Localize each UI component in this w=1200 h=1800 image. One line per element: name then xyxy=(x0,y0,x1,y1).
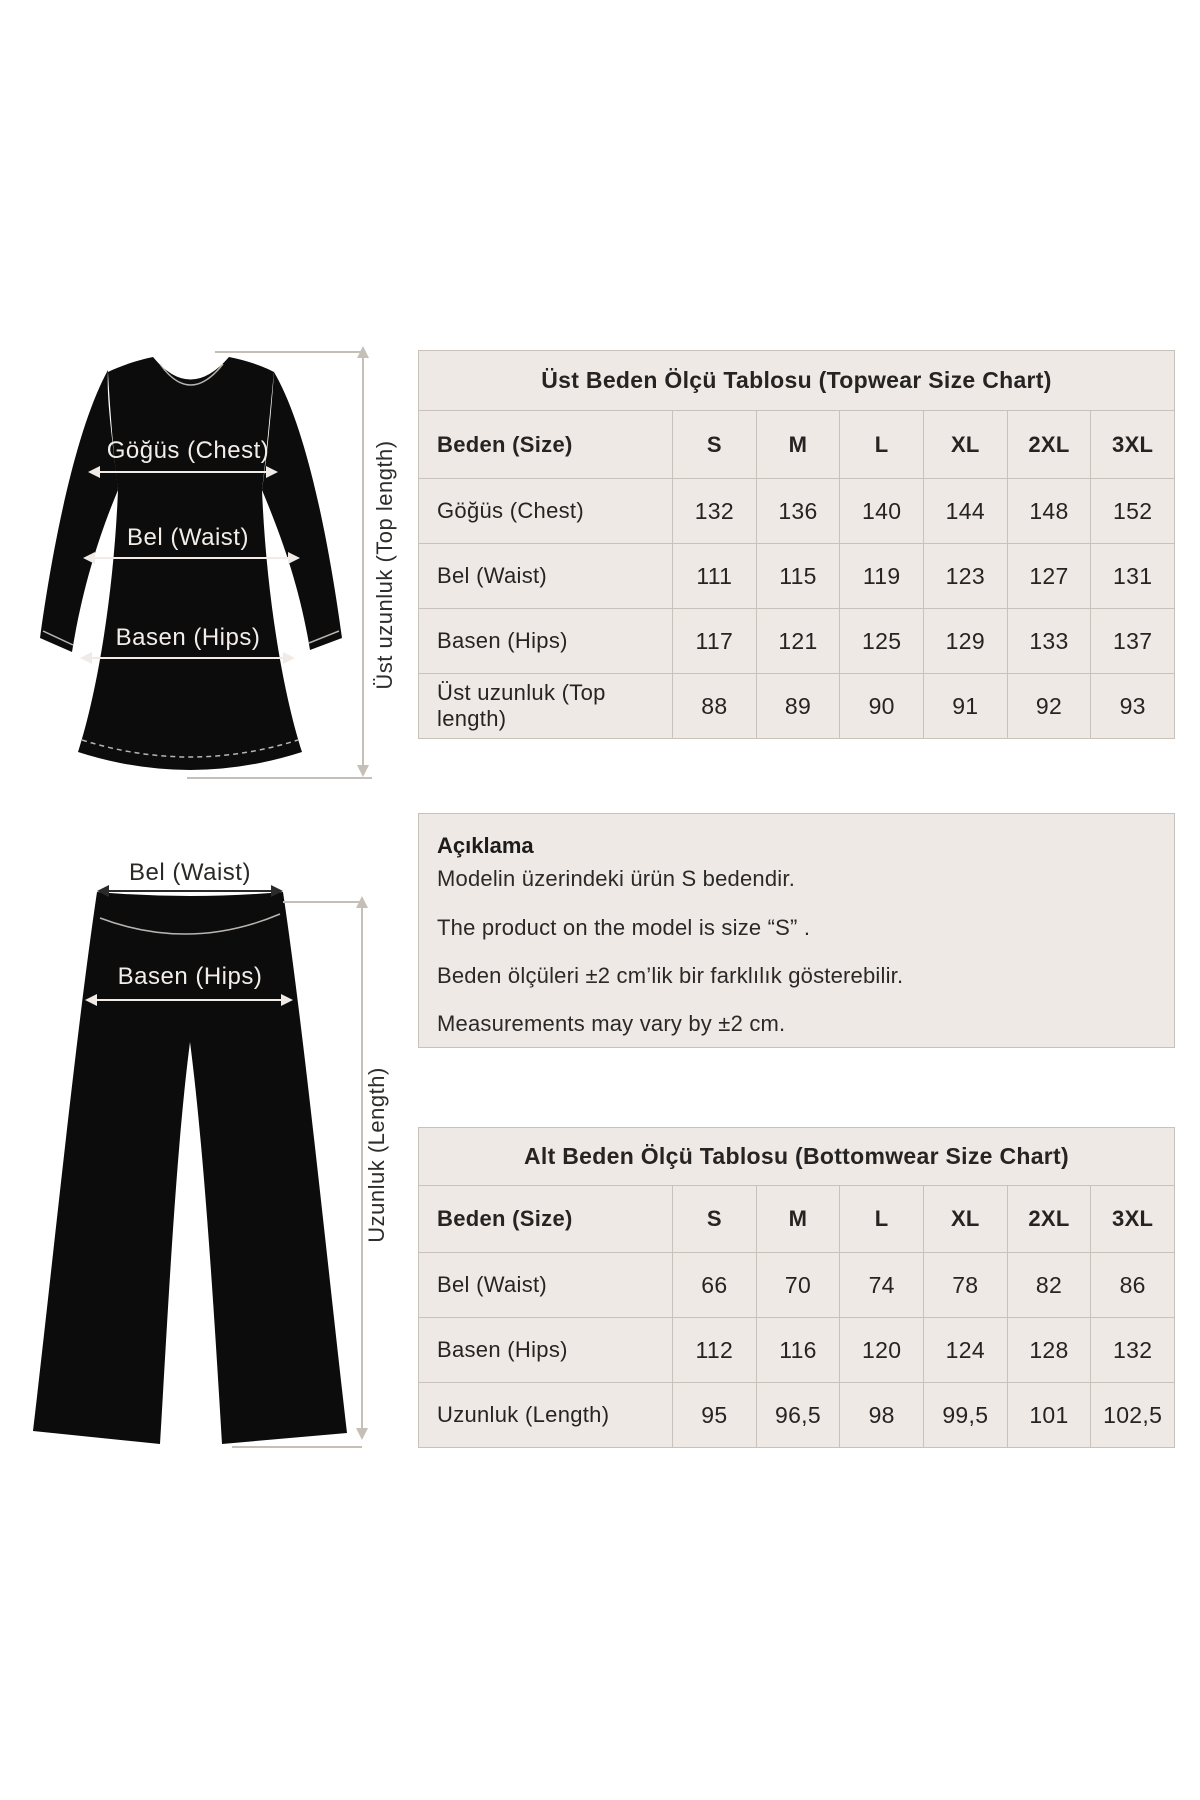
cell-value: 99,5 xyxy=(924,1383,1007,1447)
cell-value: 117 xyxy=(673,609,756,673)
topwear-size-table xyxy=(418,350,1175,739)
cell-value: 129 xyxy=(924,609,1007,673)
cell-value: 88 xyxy=(673,674,756,738)
size-col-header: M xyxy=(757,411,840,478)
cell-value: 133 xyxy=(1008,609,1091,673)
cell-value: 96,5 xyxy=(757,1383,840,1447)
pants-waist-label: Bel (Waist) xyxy=(129,859,251,886)
bottomwear-header-label: Beden (Size) xyxy=(419,1186,672,1252)
cell-value: 137 xyxy=(1091,609,1174,673)
cell-value: 90 xyxy=(840,674,923,738)
row-label: Bel (Waist) xyxy=(419,1253,672,1317)
note-line: Measurements may vary by ±2 cm. xyxy=(437,1011,786,1036)
notes-box xyxy=(418,813,1175,1048)
bottomwear-illustration xyxy=(10,850,410,1470)
tunic-body-shape xyxy=(78,357,302,770)
cell-value: 70 xyxy=(757,1253,840,1317)
tunic-waist-label: Bel (Waist) xyxy=(127,524,249,551)
note-line: The product on the model is size “S” . xyxy=(437,915,811,940)
topwear-illustration xyxy=(20,290,400,800)
cell-value: 148 xyxy=(1008,479,1091,543)
row-label: Göğüs (Chest) xyxy=(419,479,672,543)
cell-value: 74 xyxy=(840,1253,923,1317)
size-col-header: M xyxy=(757,1186,840,1252)
bottomwear-size-table xyxy=(418,1127,1175,1448)
row-label: Uzunluk (Length) xyxy=(419,1383,672,1447)
cell-value: 93 xyxy=(1091,674,1174,738)
cell-value: 89 xyxy=(757,674,840,738)
row-label: Basen (Hips) xyxy=(419,609,672,673)
size-col-header: 2XL xyxy=(1008,411,1091,478)
size-col-header: XL xyxy=(924,1186,1007,1252)
cell-value: 131 xyxy=(1091,544,1174,608)
cell-value: 123 xyxy=(924,544,1007,608)
cell-value: 66 xyxy=(673,1253,756,1317)
notes-title: Açıklama xyxy=(437,833,534,858)
topwear-header-label: Beden (Size) xyxy=(419,411,672,478)
top-length-label: Üst uzunluk (Top length) xyxy=(372,440,397,690)
bottomwear-table-title: Alt Beden Ölçü Tablosu (Bottomwear Size Chart) xyxy=(419,1128,1174,1185)
note-line: Beden ölçüleri ±2 cm’lik bir farklılık gösterebilir. xyxy=(437,963,904,988)
pants-length-label: Uzunluk (Length) xyxy=(364,1067,389,1243)
tunic-left-sleeve-shape xyxy=(40,370,118,652)
cell-value: 125 xyxy=(840,609,923,673)
tunic-hips-label: Basen (Hips) xyxy=(115,624,261,651)
cell-value: 119 xyxy=(840,544,923,608)
cell-value: 98 xyxy=(840,1383,923,1447)
cell-value: 102,5 xyxy=(1091,1383,1174,1447)
cell-value: 120 xyxy=(840,1318,923,1382)
cell-value: 121 xyxy=(757,609,840,673)
cell-value: 95 xyxy=(673,1383,756,1447)
size-col-header: 3XL xyxy=(1091,1186,1174,1252)
cell-value: 127 xyxy=(1008,544,1091,608)
cell-value: 144 xyxy=(924,479,1007,543)
size-col-header: S xyxy=(673,411,756,478)
pants-hips-label: Basen (Hips) xyxy=(117,963,263,990)
cell-value: 128 xyxy=(1008,1318,1091,1382)
cell-value: 132 xyxy=(1091,1318,1174,1382)
tunic-right-sleeve-shape xyxy=(262,372,342,650)
size-col-header: L xyxy=(840,411,923,478)
cell-value: 140 xyxy=(840,479,923,543)
cell-value: 136 xyxy=(757,479,840,543)
chest-label: Göğüs (Chest) xyxy=(106,437,270,464)
cell-value: 86 xyxy=(1091,1253,1174,1317)
cell-value: 152 xyxy=(1091,479,1174,543)
cell-value: 92 xyxy=(1008,674,1091,738)
cell-value: 101 xyxy=(1008,1383,1091,1447)
topwear-table-title: Üst Beden Ölçü Tablosu (Topwear Size Chart) xyxy=(419,351,1174,410)
row-label: Üst uzunluk (Top length) xyxy=(419,674,672,738)
cell-value: 132 xyxy=(673,479,756,543)
size-col-header: L xyxy=(840,1186,923,1252)
cell-value: 112 xyxy=(673,1318,756,1382)
cell-value: 82 xyxy=(1008,1253,1091,1317)
size-col-header: 2XL xyxy=(1008,1186,1091,1252)
cell-value: 111 xyxy=(673,544,756,608)
size-col-header: XL xyxy=(924,411,1007,478)
cell-value: 78 xyxy=(924,1253,1007,1317)
row-label: Bel (Waist) xyxy=(419,544,672,608)
row-label: Basen (Hips) xyxy=(419,1318,672,1382)
cell-value: 115 xyxy=(757,544,840,608)
size-col-header: S xyxy=(673,1186,756,1252)
cell-value: 124 xyxy=(924,1318,1007,1382)
size-col-header: 3XL xyxy=(1091,411,1174,478)
cell-value: 116 xyxy=(757,1318,840,1382)
note-line: Modelin üzerindeki ürün S bedendir. xyxy=(437,866,796,891)
cell-value: 91 xyxy=(924,674,1007,738)
